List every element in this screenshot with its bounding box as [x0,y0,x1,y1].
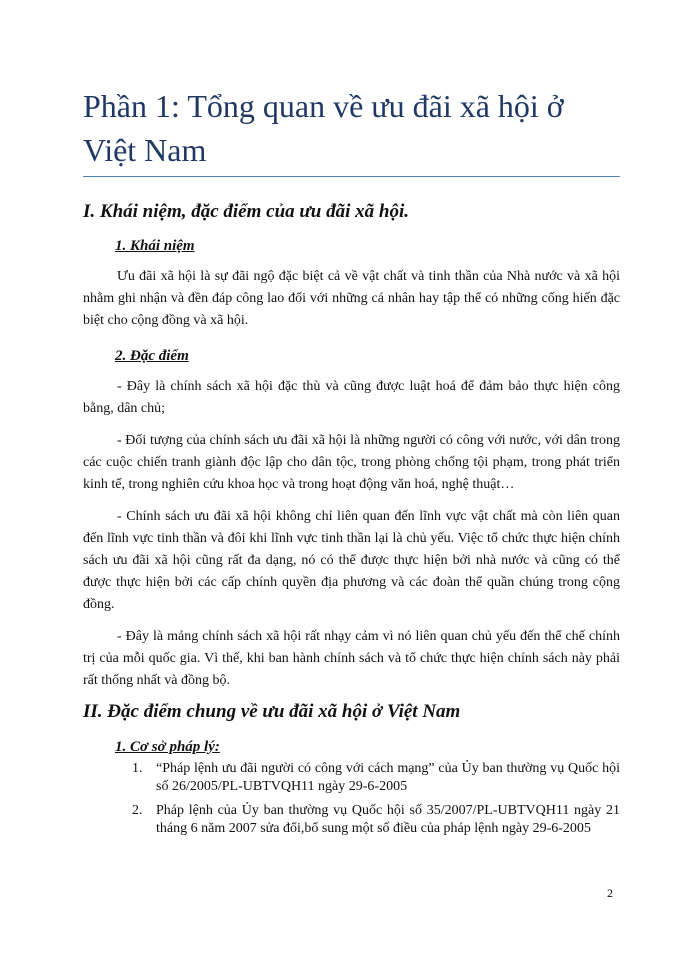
paragraph: - Đây là mảng chính sách xã hội rất nhạy cảm vì nó liên quan chủ yếu đến thể chế chính trị của mỗi quốc gia. Vì thế, khi ban hành chính sách và tổ chức thực hiện chính sách này phải rất thống nhất và đồng bộ. [83,629,620,688]
paragraph: - Đây là chính sách xã hội đặc thù và cũng được luật hoá để đảm bảo thực hiện công bằng, dân chủ; [83,379,620,416]
title-divider [83,176,620,177]
legal-basis-list [83,760,620,844]
subsection-2-1-heading: 1. Cơ sở pháp lý: [115,739,220,755]
list-item-text: “Pháp lệnh ưu đãi người có công với cách mạng” của Ủy ban thường vụ Quốc hội số 26/2005/PL-UBTVQH11 ngày 29-6-2005 [156,761,620,794]
section-1-heading: I. Khái niệm, đặc điểm của ưu đãi xã hội. [83,201,409,222]
section-2-heading: II. Đặc điểm chung về ưu đãi xã hội ở Việt Nam [83,701,461,722]
list-item [83,760,620,796]
page-title: Phần 1: Tổng quan về ưu đãi xã hội ở Việt Nam [83,88,564,168]
paragraph: - Đối tượng của chính sách ưu đãi xã hội là những người có công với nước, với dân trong các cuộc chiến tranh giành độc lập cho dân tộc, trong phòng chống tội phạm, trong phát triển kinh tế, trong nghiên cứu khoa học và trong hoạt động văn hoá, nghệ thuật… [83,433,620,492]
list-item-number: 1. [132,761,143,776]
list-item-text: Pháp lệnh của Ủy ban thường vụ Quốc hội số 35/2007/PL-UBTVQH11 ngày 21 tháng 6 năm 2007 sửa đổi,bổ sung một số điều của pháp lệnh ngày 29-6-2005 [156,803,620,836]
subsection-1-2-heading: 2. Đặc điểm [115,348,189,364]
list-item-number: 2. [132,803,143,818]
paragraph: Ưu đãi xã hội là sự đãi ngộ đặc biệt cả về vật chất và tinh thần của Nhà nước và xã hội nhằm ghi nhận và đền đáp công lao đối với những cá nhân hay tập thể có những cống hiến đặc biệt cho cộng đồng và xã hội. [83,269,620,328]
page-number: 2 [607,886,613,900]
list-item [83,802,620,838]
subsection-1-1-heading: 1. Khái niệm [115,238,195,254]
paragraph: - Chính sách ưu đãi xã hội không chỉ liên quan đến lĩnh vực vật chất mà còn liên quan đến lĩnh vực tinh thần và đôi khi lĩnh vực tinh thần lại là chủ yếu. Việc tổ chức thực hiện chính sách ưu đãi xã hội cũng rất đa dạng, nó có thể được thực hiện bởi nhà nước và cũng có thể được thực hiện bởi các cấp chính quyền địa phương và các đoàn thể quần chúng trong cộng đồng. [83,509,620,612]
